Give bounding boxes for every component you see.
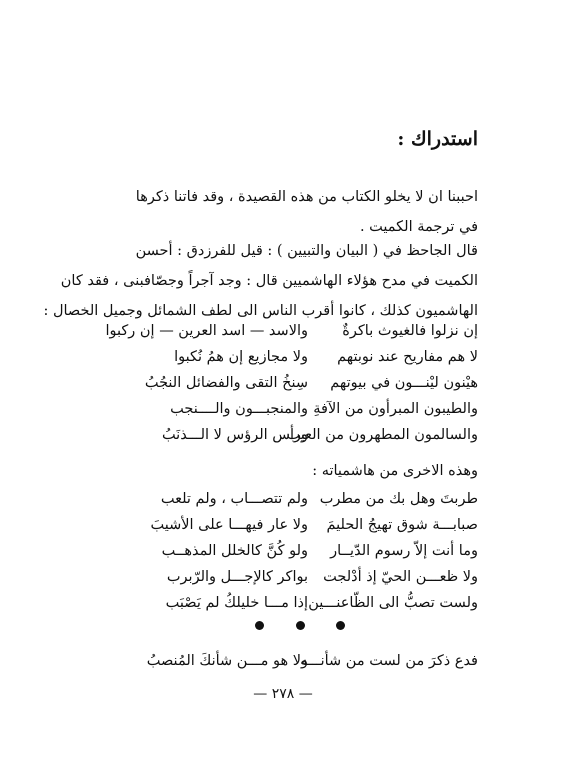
verse [88, 370, 478, 396]
section-divider [255, 621, 345, 631]
verse-second-hemistich: سِنخُ التقى والفضائل النجُبُ [144, 375, 308, 391]
divider-dot [336, 621, 345, 630]
verse-first-hemistich: وما أنت إلاّ رسوم الدّيــار [330, 543, 478, 559]
paragraph-line: الهاشميون كذلك ، كانوا أقرب الناس الى لطف الشمائل وجميل الخصال : [43, 303, 478, 319]
divider-dot [255, 621, 264, 630]
verse [88, 648, 478, 674]
verse-second-hemistich: ورأس الرؤس لا الـــذنَبُ [161, 427, 308, 443]
second-poem-intro: وهذه الاخرى من هاشمياته : [312, 463, 478, 479]
verse-first-hemistich: والطيبون المبرأون من الآفةِ [313, 401, 478, 417]
paragraph-line: قال الجاحظ في ( البيان والتبيين ) : قيل للفرزدق : أحسن [135, 243, 478, 259]
verse-first-hemistich: طربتَ وهل بك من مطرب [319, 491, 478, 507]
verse-first-hemistich: فدع ذكرَ من لست من شأنـــه [300, 653, 478, 669]
verse-first-hemistich: والسالمون المطهرون من العيب [286, 427, 478, 443]
verse-second-hemistich: والاسد — اسد العرين — إن ركبوا [105, 323, 308, 339]
verse-second-hemistich: إذا مـــا خليلكُ لم يَصْبَب [165, 595, 308, 611]
paragraph-line: احببنا ان لا يخلو الكتاب من هذه القصيدة ، وقد فاتنا ذكرها [135, 189, 478, 205]
verse-second-hemistich: ولو كُنَّ كالخلل المذهــب [161, 543, 308, 559]
poem-second [88, 486, 478, 616]
verse-first-hemistich: ولست تصبُّ الى الظّاعنـــين [308, 595, 478, 611]
verse-first-hemistich: هيْنون ليْنـــون في بيوتهم [330, 375, 478, 391]
verse [88, 318, 478, 344]
verse [88, 396, 478, 422]
section-heading: استدراك : [397, 128, 478, 150]
verse [88, 564, 478, 590]
intro-paragraph [88, 182, 478, 242]
verse-second-hemistich: بواكر كالإجـــل والرّبرب [166, 569, 308, 585]
verse-first-hemistich: إن نزلوا فالغيوث باكرةٌ [342, 323, 478, 339]
verse-second-hemistich: ولم تتصـــاب ، ولم تلعب [160, 491, 308, 507]
verse [88, 538, 478, 564]
paragraph-line: الكميت في مدح هؤلاء الهاشميين قال : وجد آجراً وجصّافبنى ، فقد كان [60, 273, 478, 289]
divider-dot [296, 621, 305, 630]
verse-first-hemistich: صبابـــة شوق تهيجُ الحليمَ [326, 517, 478, 533]
poem-third [88, 648, 478, 674]
verse-first-hemistich: ولا ظعـــن الحيّ إذ أدْلجت [323, 569, 478, 585]
verse-first-hemistich: لا هم مفاريح عند نوبتهم [337, 349, 478, 365]
verse [88, 512, 478, 538]
verse-second-hemistich: ولا هو مـــن شأنكَ المُنصبُ [146, 653, 308, 669]
verse [88, 590, 478, 616]
verse [88, 422, 478, 448]
verse-second-hemistich: ولا عار فيهـــا على الأشيبَ [150, 517, 308, 533]
verse-second-hemistich: ولا مجازيع إن همُ نُكبوا [174, 349, 308, 365]
verse [88, 486, 478, 512]
page-number: — ٢٧٨ — [253, 686, 313, 702]
verse [88, 344, 478, 370]
poem-first [88, 318, 478, 448]
verse-second-hemistich: والمنجبـــون والــــنجب [170, 401, 308, 417]
jahiz-quote-paragraph [43, 236, 478, 326]
paragraph-line: في ترجمة الكميت . [359, 219, 478, 235]
